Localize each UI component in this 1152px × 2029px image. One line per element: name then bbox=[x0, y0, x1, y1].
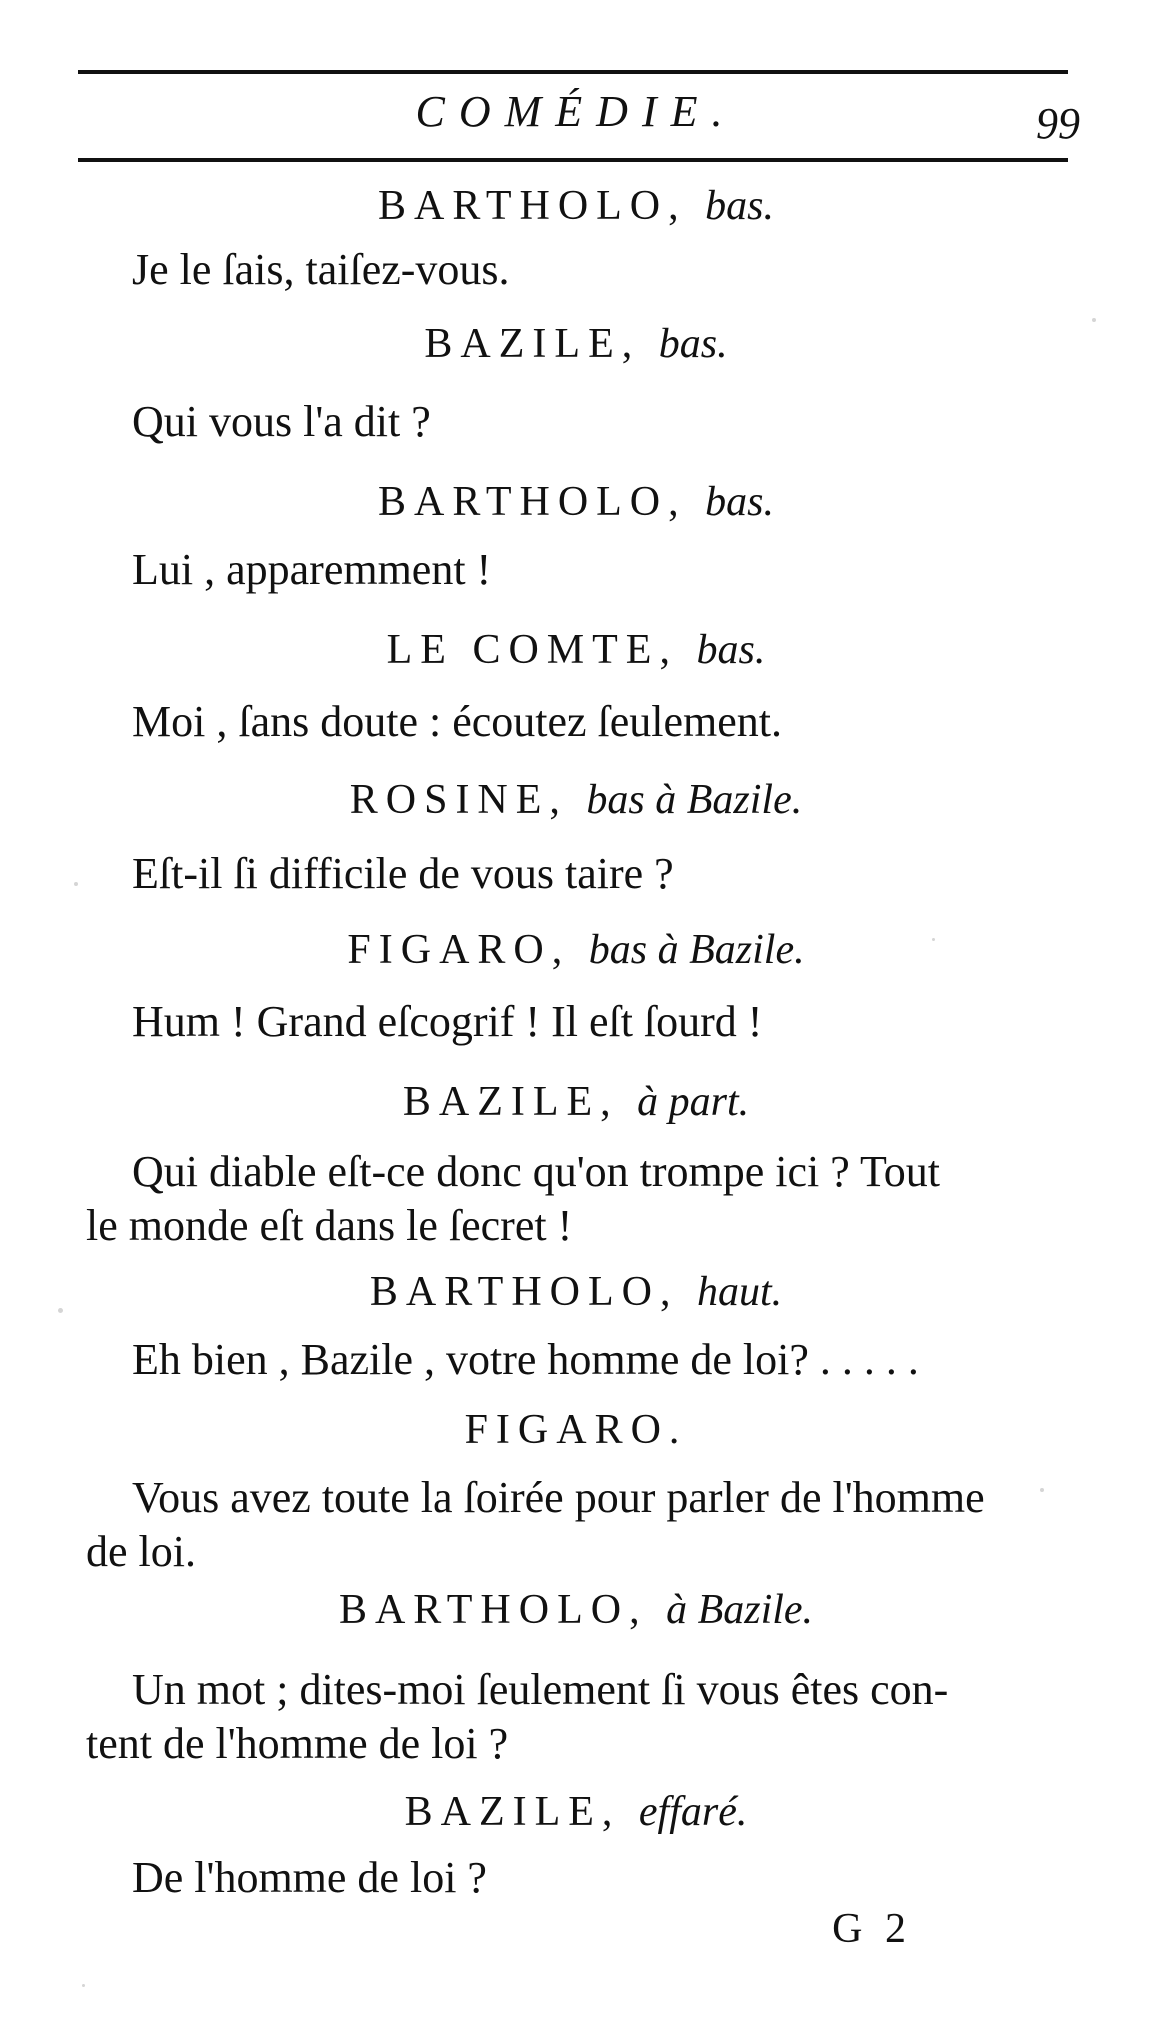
speaker-heading: BARTHOLO, à Bazile. bbox=[338, 1587, 814, 1633]
speaker-heading: FIGARO, bas à Bazile. bbox=[347, 927, 805, 973]
speaker-name: BARTHOLO bbox=[338, 1587, 630, 1633]
speaker-heading: LE COMTE, bas. bbox=[386, 627, 766, 673]
speaker-name: BAZILE bbox=[404, 1789, 602, 1835]
speaker-name: BARTHOLO bbox=[369, 1269, 660, 1315]
speaker-heading: ROSINE, bas à Bazile. bbox=[349, 777, 803, 823]
paper-speck bbox=[1092, 318, 1096, 322]
dialogue-line: Qui diable eſt-ce donc qu'on trompe ici ? Tout bbox=[132, 1147, 941, 1196]
speaker-name: FIGARO. bbox=[464, 1407, 688, 1453]
speaker-name: FIGARO bbox=[347, 927, 552, 973]
speaker-heading: BARTHOLO, haut. bbox=[369, 1269, 783, 1315]
paper-speck bbox=[82, 1984, 85, 1987]
dialogue-line: Eh bien , Bazile , votre homme de loi? . . . . . bbox=[132, 1335, 919, 1384]
speaker-name: BAZILE bbox=[424, 321, 622, 367]
dialogue-line: Qui vous l'a dit ? bbox=[132, 397, 431, 446]
paper-speck bbox=[58, 1308, 63, 1313]
dialogue-line: de loi. bbox=[86, 1527, 196, 1576]
stage-direction: à part. bbox=[637, 1079, 750, 1125]
dialogue-line: le monde eſt dans le ſecret ! bbox=[86, 1201, 573, 1250]
stage-direction: bas. bbox=[696, 627, 766, 673]
dialogue-line: Un mot ; dites-moi ſeulement ſi vous êtes con- bbox=[132, 1665, 949, 1714]
speaker-heading: BAZILE, bas. bbox=[424, 321, 728, 367]
stage-direction: à Bazile. bbox=[666, 1587, 814, 1633]
paper-speck bbox=[932, 938, 935, 941]
speaker-name: BAZILE bbox=[402, 1079, 601, 1125]
stage-direction: bas à Bazile. bbox=[586, 777, 803, 823]
header-top-rule bbox=[78, 70, 1068, 74]
dialogue-line: Lui , apparemment ! bbox=[132, 545, 492, 594]
stage-direction: haut. bbox=[696, 1269, 783, 1315]
paper-speck bbox=[74, 882, 78, 886]
stage-direction: bas. bbox=[705, 183, 774, 229]
stage-direction: bas. bbox=[705, 479, 774, 525]
paper-speck bbox=[1040, 1488, 1044, 1492]
speaker-name: BARTHOLO bbox=[378, 479, 669, 525]
speaker-heading: BARTHOLO, bas. bbox=[378, 479, 774, 525]
signature-mark: G 2 bbox=[832, 1906, 912, 1952]
speaker-heading: BARTHOLO, bas. bbox=[378, 183, 774, 229]
dialogue-line: tent de l'homme de loi ? bbox=[86, 1719, 509, 1768]
stage-direction: bas à Bazile. bbox=[588, 927, 805, 973]
stage-direction: effaré. bbox=[638, 1789, 748, 1835]
dialogue-line: Vous avez toute la ſoirée pour parler de l'homme bbox=[132, 1473, 985, 1522]
dialogue-line: Je le ſais, taiſez-vous. bbox=[132, 245, 510, 294]
dialogue-line: Moi , ſans doute : écoutez ſeulement. bbox=[132, 697, 783, 746]
speaker-heading: BAZILE, effaré. bbox=[404, 1789, 748, 1835]
speaker-name: BARTHOLO bbox=[378, 183, 669, 229]
dialogue-line: Eſt-il ſi difficile de vous taire ? bbox=[132, 849, 674, 898]
page-number: 99 bbox=[1036, 99, 1080, 148]
header-bottom-rule bbox=[78, 158, 1068, 162]
speaker-name: LE COMTE bbox=[386, 627, 660, 673]
dialogue-line: De l'homme de loi ? bbox=[132, 1853, 487, 1902]
speaker-heading: BAZILE, à part. bbox=[402, 1079, 750, 1125]
speaker-name: ROSINE bbox=[349, 777, 550, 823]
speaker-heading bbox=[0, 1406, 1152, 1454]
stage-direction: bas. bbox=[658, 321, 728, 367]
dialogue-line: Hum ! Grand eſcogrif ! Il eſt ſourd ! bbox=[132, 997, 763, 1046]
running-title: COMÉDIE. bbox=[415, 87, 737, 136]
